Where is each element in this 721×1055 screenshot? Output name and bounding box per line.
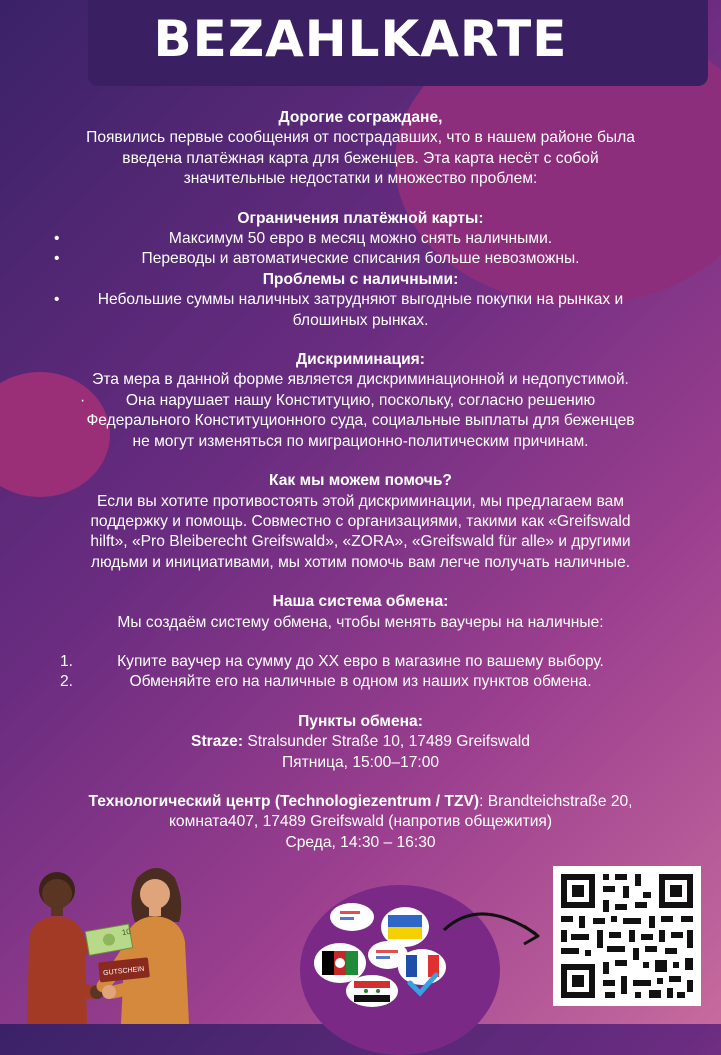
tzv-time: Среда, 14:30 – 16:30 [285, 833, 436, 851]
discrimination-item [40, 391, 681, 411]
tzv-address-line: комната407, 17489 Greifswald (напротив общежития) [168, 813, 553, 831]
limits-item [40, 249, 681, 269]
discrimination-line: Федерального Конституционного суда, социальные выплаты для беженцев [86, 412, 635, 430]
discrimination-line: Она нарушает нашу Конституцию, поскольку, согласно решению [125, 391, 596, 409]
bullet-marker: • [54, 291, 60, 309]
limits-heading: Ограничения платёжной карты: [237, 209, 484, 227]
step-text: Обменяйте его на наличные в одном из наших пунктов обмена. [129, 673, 592, 691]
afghanistan-flag-icon [322, 951, 358, 975]
intro-line: значительные недостатки и множество проблем: [183, 170, 538, 188]
arrow-icon [440, 900, 550, 960]
bullet-marker: • [54, 250, 60, 268]
people-exchange-illustration [15, 860, 215, 1024]
limits-item-text: Переводы и автоматические списания больше невозможны. [141, 250, 580, 268]
exchange-step [40, 672, 681, 692]
limits-item [40, 229, 681, 249]
intro-line: Появились первые сообщения от пострадавших, что в нашем районе была [86, 129, 635, 147]
ukraine-flag-icon [388, 915, 422, 939]
discrimination-line: Эта мера в данной форме является дискриминационной и недопустимой. [92, 371, 629, 389]
greeting: Дорогие сограждане, [278, 109, 443, 126]
help-line: Если вы хотите противостоять этой дискриминации, мы предлагаем вам [97, 492, 624, 510]
tzv-address: : Brandteichstraße 20, [479, 792, 633, 810]
tzv-name: Технологический центр (Technologiezentrum / TZV) [88, 792, 480, 810]
syria-flag-icon [354, 981, 390, 1002]
discrimination-line: не могут изменяться по миграционно-политическим причинам. [132, 432, 589, 450]
limits-item-text: Максимум 50 евро в месяц можно снять наличными. [168, 230, 553, 248]
straze-time: Пятница, 15:00–17:00 [281, 753, 440, 771]
straze-location [40, 732, 681, 752]
step-number: 2. [60, 673, 74, 691]
exchange-step [40, 652, 681, 672]
help-line: людьми и инициативами, мы хотим помочь вам легче получать наличные. [90, 553, 631, 571]
qr-code[interactable] [553, 866, 701, 1006]
tzv-location [40, 792, 681, 812]
help-line: hilft», «Pro Bleiberecht Greifswald», «ZORA», «Greifswald für alle» и другими [90, 533, 631, 551]
voucher-label: GUTSCHEIN [102, 965, 145, 978]
qr-code-icon [553, 866, 701, 1006]
cash-problems-item [40, 290, 681, 310]
banknote-label: 10 [121, 926, 132, 938]
exchange-intro: Мы создаём систему обмена, чтобы менять ваучеры на наличные: [117, 613, 604, 631]
discrimination-heading: Дискриминация: [296, 351, 425, 369]
dot-marker: · [80, 391, 86, 409]
cash-problems-line: блошиных рынках. [292, 311, 429, 329]
step-number: 1. [60, 652, 74, 670]
exchange-heading: Наша система обмена: [272, 593, 449, 611]
straze-address: Stralsunder Straße 10, 17489 Greifswald [243, 733, 530, 751]
straze-name: Straze: [191, 733, 244, 751]
cash-problems-line: Небольшие суммы наличных затрудняют выгодные покупки на рынках и [97, 291, 624, 309]
help-line: поддержку и помощь. Совместно с организациями, такими как «Greifswald [90, 512, 631, 530]
intro-line: введена платёжная карта для беженцев. Эта карта несёт с собой [122, 149, 599, 167]
cash-problems-heading: Проблемы с наличными: [262, 270, 459, 288]
help-heading: Как мы можем помочь? [269, 472, 452, 490]
flyer-content [40, 108, 681, 853]
bullet-marker: • [54, 230, 60, 248]
page-title: BEZAHLKARTE [153, 10, 568, 68]
step-text: Купите ваучер на сумму до XX евро в магазине по вашему выбору. [117, 652, 604, 670]
points-heading: Пункты обмена: [298, 712, 423, 730]
